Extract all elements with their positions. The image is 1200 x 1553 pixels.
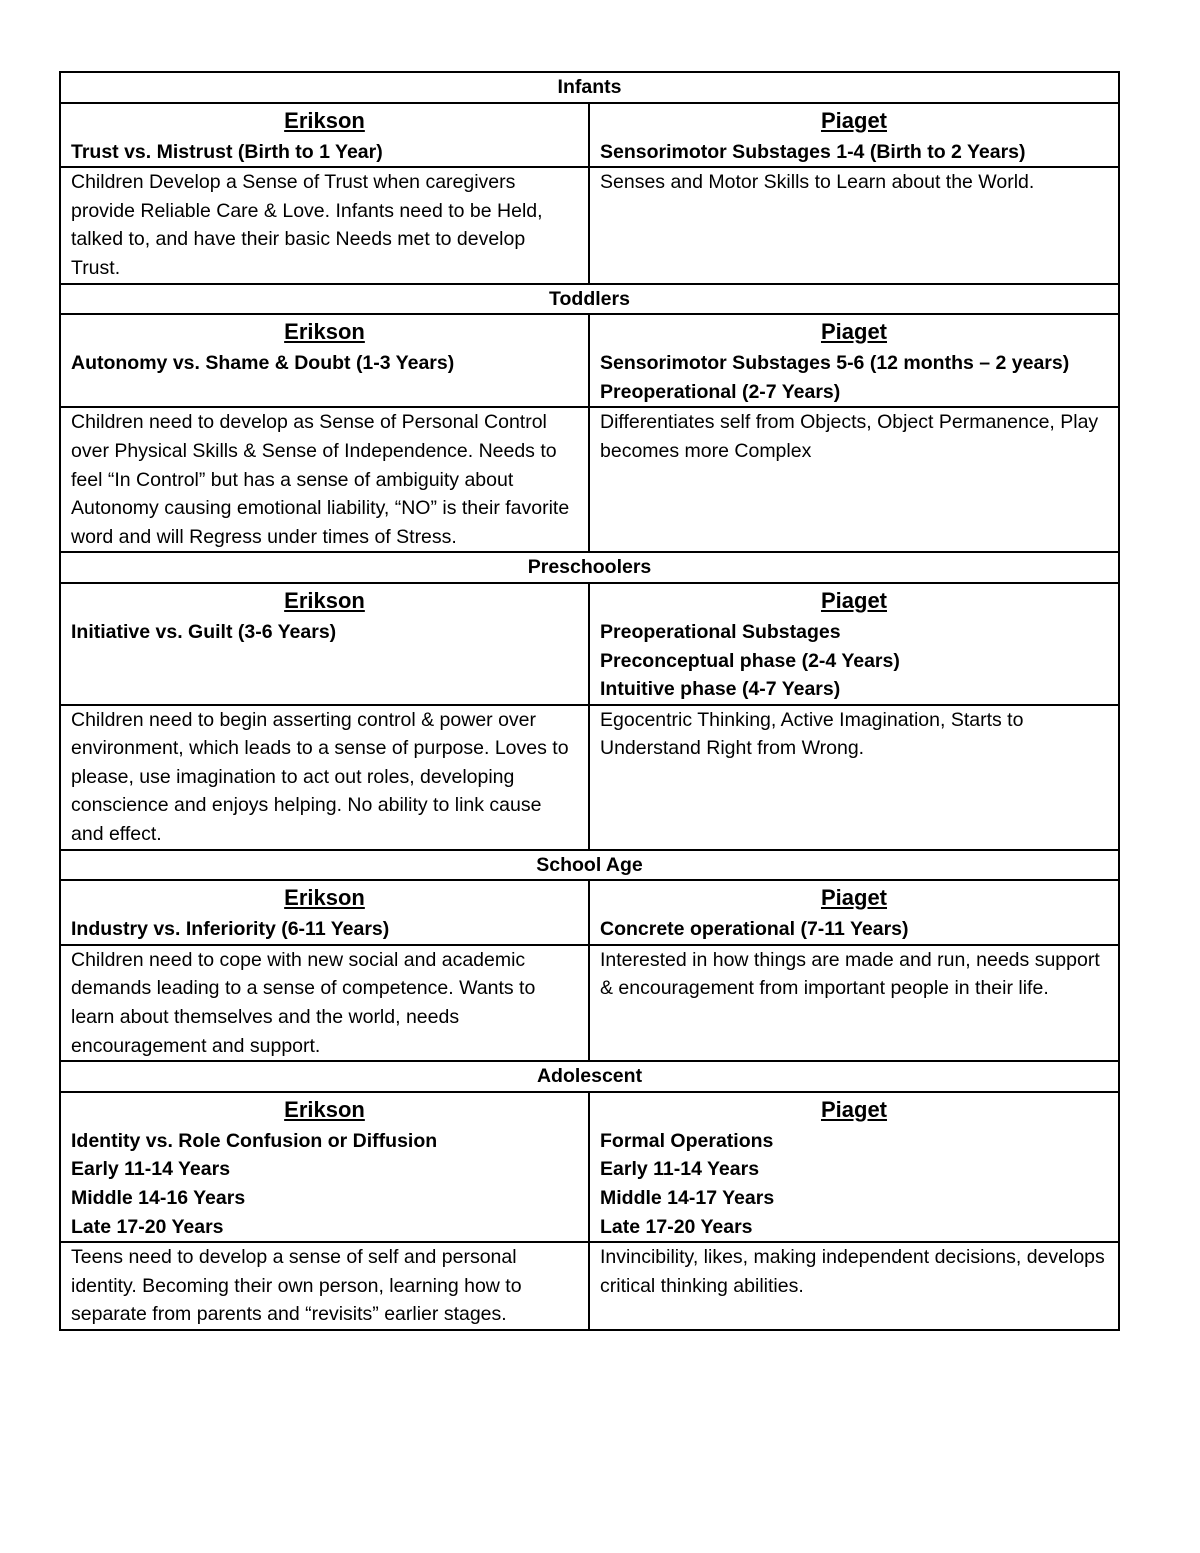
piaget-description: Senses and Motor Skills to Learn about the World. — [600, 171, 1035, 194]
stages-table — [59, 71, 1120, 1331]
piaget-stage-line: Preoperational Substages — [600, 620, 841, 643]
erikson-stage-line: Middle 14-16 Years — [71, 1187, 246, 1209]
theorist-stage-row — [60, 103, 1119, 168]
erikson-description-cell — [60, 705, 589, 850]
piaget-heading: Piaget — [820, 107, 888, 133]
erikson-heading: Erikson — [284, 1096, 365, 1122]
description-row — [60, 705, 1119, 850]
erikson-description-cell — [60, 167, 589, 283]
description-row — [60, 407, 1119, 552]
piaget-stage-cell — [589, 314, 1119, 407]
erikson-stage-line: Autonomy vs. Shame & Doubt (1-3 Years) — [71, 352, 455, 375]
stages-table-body — [60, 72, 1119, 1330]
erikson-stage-cell — [60, 583, 589, 705]
theorist-stage-row — [60, 1092, 1119, 1242]
section-heading-infants: Infants — [60, 72, 1119, 103]
piaget-stage-line: Late 17-20 Years — [600, 1215, 753, 1238]
erikson-description: Children need to begin asserting control & power over environment, which leads to a sense of purpose. Loves to please, use imagination to act out roles, developing conscience and enjoys helping. No ability to link cause and effect. — [71, 708, 569, 846]
piaget-stage-line: Middle 14-17 Years — [600, 1187, 775, 1209]
piaget-stage-cell — [589, 880, 1119, 945]
erikson-stage-line: Initiative vs. Guilt (3-6 Years) — [71, 620, 337, 643]
development-stages-document — [59, 71, 1118, 1331]
piaget-description: Egocentric Thinking, Active Imagination, Starts to Understand Right from Wrong. — [600, 708, 1024, 760]
description-row — [60, 167, 1119, 283]
section-heading-row — [60, 284, 1119, 315]
section-heading-row — [60, 72, 1119, 103]
erikson-stage-line: Industry vs. Inferiority (6-11 Years) — [71, 918, 390, 941]
theorist-stage-row — [60, 314, 1119, 407]
piaget-stage-line: Formal Operations — [600, 1129, 774, 1152]
erikson-stage-cell — [60, 1092, 589, 1242]
erikson-description: Teens need to develop a sense of self and personal identity. Becoming their own person, learning how to separate from parents and “revisits” earlier stages. — [71, 1246, 522, 1326]
piaget-stage-line: Sensorimotor Substages 1-4 (Birth to 2 Years) — [600, 140, 1026, 163]
section-heading-row — [60, 850, 1119, 881]
erikson-stage-cell — [60, 880, 589, 945]
erikson-stage-line: Trust vs. Mistrust (Birth to 1 Year) — [71, 140, 383, 163]
piaget-stage-cell — [589, 1092, 1119, 1242]
erikson-description-cell — [60, 945, 589, 1061]
piaget-stage-line: Preoperational (2-7 Years) — [600, 380, 841, 403]
erikson-heading: Erikson — [284, 319, 365, 345]
piaget-heading: Piaget — [820, 885, 888, 911]
piaget-heading: Piaget — [820, 1096, 888, 1122]
piaget-description-cell — [589, 1242, 1119, 1330]
theorist-stage-row — [60, 583, 1119, 705]
section-heading-toddlers: Toddlers — [60, 284, 1119, 315]
piaget-stage-line: Sensorimotor Substages 5-6 (12 months – 2 years) — [600, 352, 1070, 375]
description-row — [60, 1242, 1119, 1330]
piaget-heading: Piaget — [820, 319, 888, 345]
erikson-stage-line: Early 11-14 Years — [71, 1158, 231, 1181]
erikson-description: Children Develop a Sense of Trust when caregivers provide Reliable Care & Love. Infants need to be Held, talked to, and have their basic Needs met to develop Trust. — [71, 171, 543, 279]
erikson-heading: Erikson — [284, 107, 365, 133]
piaget-stage-line: Concrete operational (7-11 Years) — [600, 918, 909, 941]
erikson-stage-line: Late 17-20 Years — [71, 1215, 224, 1238]
piaget-description-cell — [589, 945, 1119, 1061]
piaget-stage-cell — [589, 103, 1119, 168]
piaget-description: Differentiates self from Objects, Object Permanence, Play becomes more Complex — [600, 411, 1099, 462]
erikson-heading: Erikson — [284, 587, 365, 613]
erikson-description: Children need to cope with new social and academic demands leading to a sense of competence. Wants to learn about themselves and the world, needs encouragement and support. — [71, 948, 536, 1057]
piaget-description-cell — [589, 167, 1119, 283]
section-heading-school-age: School Age — [60, 850, 1119, 881]
erikson-stage-cell — [60, 103, 589, 168]
section-heading-row — [60, 552, 1119, 583]
piaget-description-cell — [589, 407, 1119, 552]
erikson-description-cell — [60, 1242, 589, 1330]
theorist-stage-row — [60, 880, 1119, 945]
piaget-stage-line: Preconceptual phase (2-4 Years) — [600, 649, 900, 672]
piaget-stage-cell — [589, 583, 1119, 705]
erikson-stage-cell — [60, 314, 589, 407]
section-heading-row — [60, 1061, 1119, 1092]
piaget-stage-line: Intuitive phase (4-7 Years) — [600, 678, 841, 701]
erikson-heading: Erikson — [284, 885, 365, 911]
section-heading-adolescent: Adolescent — [60, 1061, 1119, 1092]
erikson-stage-line: Identity vs. Role Confusion or Diffusion — [71, 1129, 438, 1152]
description-row — [60, 945, 1119, 1061]
erikson-description: Children need to develop as Sense of Personal Control over Physical Skills & Sense of Independence. Needs to feel “In Control” but has a sense of ambiguity about Autonomy causing emotional liability, “NO” is their favorite word and will Regress under times of Stress. — [71, 411, 570, 548]
piaget-heading: Piaget — [820, 587, 888, 613]
piaget-description: Interested in how things are made and run, needs support & encouragement from important people in their life. — [600, 948, 1100, 1000]
piaget-description: Invincibility, likes, making independent decisions, develops critical thinking abilities. — [600, 1246, 1105, 1297]
piaget-stage-line: Early 11-14 Years — [600, 1158, 760, 1181]
section-heading-preschoolers: Preschoolers — [60, 552, 1119, 583]
piaget-description-cell — [589, 705, 1119, 850]
erikson-description-cell — [60, 407, 589, 552]
